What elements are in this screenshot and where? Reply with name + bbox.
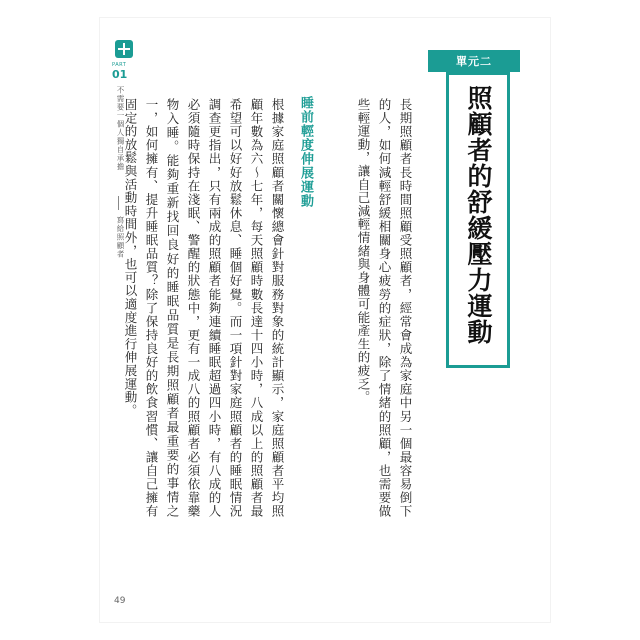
main-paragraph: 根據家庭照顧者關懷總會針對服務對象的統計顯示，家庭照顧者平均照顧年數為六～七年，每天照顧時數長達十四小時，八成以上的照顧者最希望可以好好放鬆休息、睡個好覺。而一項針對家庭照顧者的睡眠情況調查更指出，只有兩成的照顧者能夠連續睡眠超過四小時，有八成的人必須隨時保持在淺眠、警醒的狀態中，更有一成八的照顧者必須依靠藥物入睡。能夠重新找回良好的睡眠品質是長期照顧者最重要的事情之一，如何擁有、提升睡眠品質？除了保持良好的飲食習慣、讓自己擁有固定的放鬆與活動時間外，也可以適度進行伸展運動。 bbox=[123, 98, 285, 518]
unit-tag: 單元二 bbox=[428, 50, 520, 72]
title-box bbox=[446, 72, 510, 368]
chapter-title: 不需要一個人獨自承擔 bbox=[116, 86, 125, 171]
intro-paragraph: 長期照顧者長時間照顧受照顧者，經常會成為家庭中另一個最容易倒下的人，如何減輕舒緩相關身心疲勞的症狀，除了情緒的照顧，也需要做些輕運動，讓自己減輕情緒與身體可能產生的疲乏。 bbox=[356, 98, 413, 518]
part-label: PART bbox=[112, 62, 127, 68]
page-title: 照顧者的舒緩壓力運動 bbox=[464, 85, 493, 345]
subheading: 睡前輕度伸展運動 bbox=[298, 96, 313, 208]
section-label: 寫給照顧者 bbox=[116, 216, 125, 259]
part-number: 01 bbox=[112, 68, 128, 81]
header-divider bbox=[118, 196, 119, 210]
medical-cross-icon bbox=[115, 40, 133, 58]
page-number: 49 bbox=[114, 596, 126, 606]
